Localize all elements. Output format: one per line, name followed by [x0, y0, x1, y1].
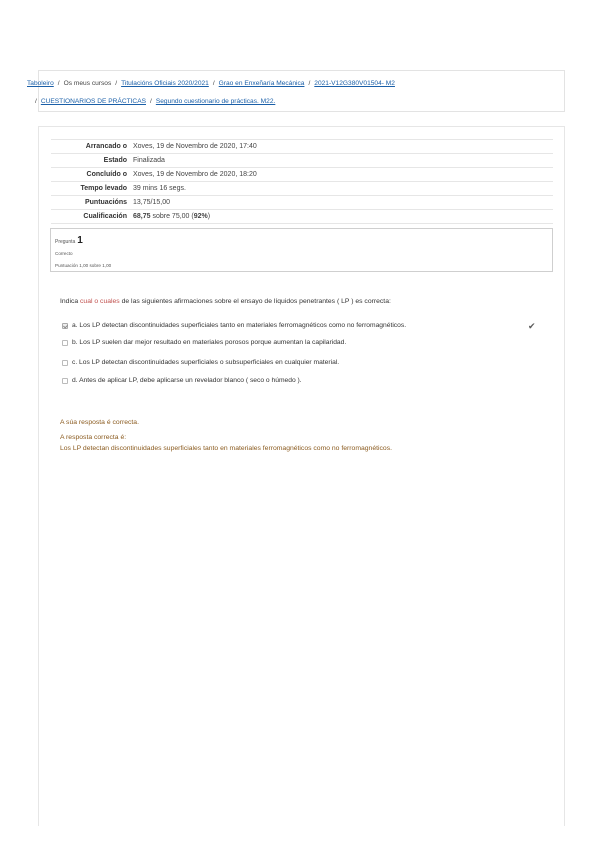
breadcrumb-row-2 — [31, 98, 275, 105]
question-text-end: de las siguientes afirmaciones sobre el ensayo de líquidos penetrantes ( LP ) es correcta: — [119, 298, 391, 305]
question-text — [60, 298, 391, 305]
summary-row-completed — [51, 168, 553, 182]
quiz-review-panel — [38, 126, 565, 826]
answer-option-b[interactable] — [62, 339, 346, 346]
question-grade: Puntuación 1,00 sobre 1,00 — [55, 263, 112, 268]
feedback-right-answer-label: A resposta correcta é: — [60, 434, 127, 441]
breadcrumb-separator: / — [212, 80, 215, 87]
breadcrumb-quiz[interactable]: Segundo cuestionario de prácticas. M22. — [155, 98, 276, 105]
summary-row-time — [51, 182, 553, 196]
summary-row-state — [51, 154, 553, 168]
summary-value: 13,75/15,00 — [133, 196, 553, 210]
answer-label: d. Antes de aplicar LP, debe aplicarse un revelador blanco ( seco o húmedo ). — [72, 377, 302, 384]
summary-row-started — [51, 140, 553, 154]
summary-label: Puntuacións — [51, 196, 133, 210]
question-info-box — [50, 228, 553, 272]
feedback-correct: A súa resposta é correcta. — [60, 419, 139, 426]
grade-close: ) — [207, 213, 211, 220]
correct-check-icon: ✔ — [528, 321, 536, 331]
breadcrumb — [27, 70, 565, 112]
breadcrumb-row-1 — [27, 80, 395, 87]
breadcrumb-dashboard[interactable]: Taboleiro — [27, 80, 54, 87]
question-text-start: Indica — [60, 298, 81, 305]
breadcrumb-separator: / — [308, 80, 311, 87]
attempt-summary-table — [51, 139, 553, 224]
answer-option-d[interactable] — [62, 377, 302, 384]
summary-label: Tempo levado — [51, 182, 133, 196]
breadcrumb-section[interactable]: CUESTIONARIOS DE PRÁCTICAS — [40, 98, 146, 105]
question-state: Correcto — [55, 251, 73, 256]
breadcrumb-course[interactable]: 2021-V12G380V01504- M2 — [314, 80, 395, 87]
summary-label: Arrancado o — [51, 140, 133, 154]
question-number-value: 1 — [77, 235, 83, 246]
answer-option-a[interactable] — [62, 322, 406, 329]
answer-label: b. Los LP suelen dar mejor resultado en materiales porosos porque aumentan la capilaridad. — [72, 339, 347, 346]
answer-checkbox[interactable] — [62, 360, 68, 366]
breadcrumb-separator: / — [150, 98, 152, 105]
summary-value — [133, 210, 553, 224]
summary-row-grade — [51, 210, 553, 224]
grade-score: 68,75 — [133, 213, 151, 220]
grade-percent: 92% — [193, 213, 208, 220]
summary-row-marks — [51, 196, 553, 210]
answer-label: a. Los LP detectan discontinuidades superficiales tanto en materiales ferromagnéticos como no ferromagnéticos. — [72, 322, 407, 329]
answer-label: c. Los LP detectan discontinuidades superficiales o subsuperficiales en cualquier material. — [72, 359, 340, 366]
answer-checkbox[interactable] — [62, 378, 68, 384]
breadcrumb-separator: / — [57, 80, 60, 87]
answer-option-c[interactable] — [62, 359, 339, 366]
grade-out-of: sobre 75,00 ( — [150, 213, 194, 220]
feedback-right-answer: Los LP detectan discontinuidades superficiales tanto en materiales ferromagnéticos como no ferromagnéticos. — [60, 445, 392, 452]
breadcrumb-separator: / — [35, 98, 37, 105]
summary-value: Xoves, 19 de Novembro de 2020, 17:40 — [133, 140, 553, 154]
question-number-label: Pregunta — [55, 239, 76, 245]
breadcrumb-separator: / — [115, 80, 118, 87]
breadcrumb-my-courses: Os meus cursos — [63, 80, 112, 87]
question-text-highlight: cual o cuales — [80, 298, 120, 305]
summary-value: Finalizada — [133, 154, 553, 168]
answer-checkbox[interactable] — [62, 340, 68, 346]
summary-label: Estado — [51, 154, 133, 168]
summary-label: Cualificación — [51, 210, 133, 224]
summary-value: 39 mins 16 segs. — [133, 182, 553, 196]
summary-value: Xoves, 19 de Novembro de 2020, 18:20 — [133, 168, 553, 182]
question-number — [55, 235, 83, 246]
breadcrumb-degree[interactable]: Grao en Enxeñaría Mecánica — [218, 80, 305, 87]
summary-label: Concluído o — [51, 168, 133, 182]
answer-checkbox-checked[interactable] — [62, 323, 68, 329]
breadcrumb-official-degrees[interactable]: Titulacións Oficiais 2020/2021 — [121, 80, 209, 87]
